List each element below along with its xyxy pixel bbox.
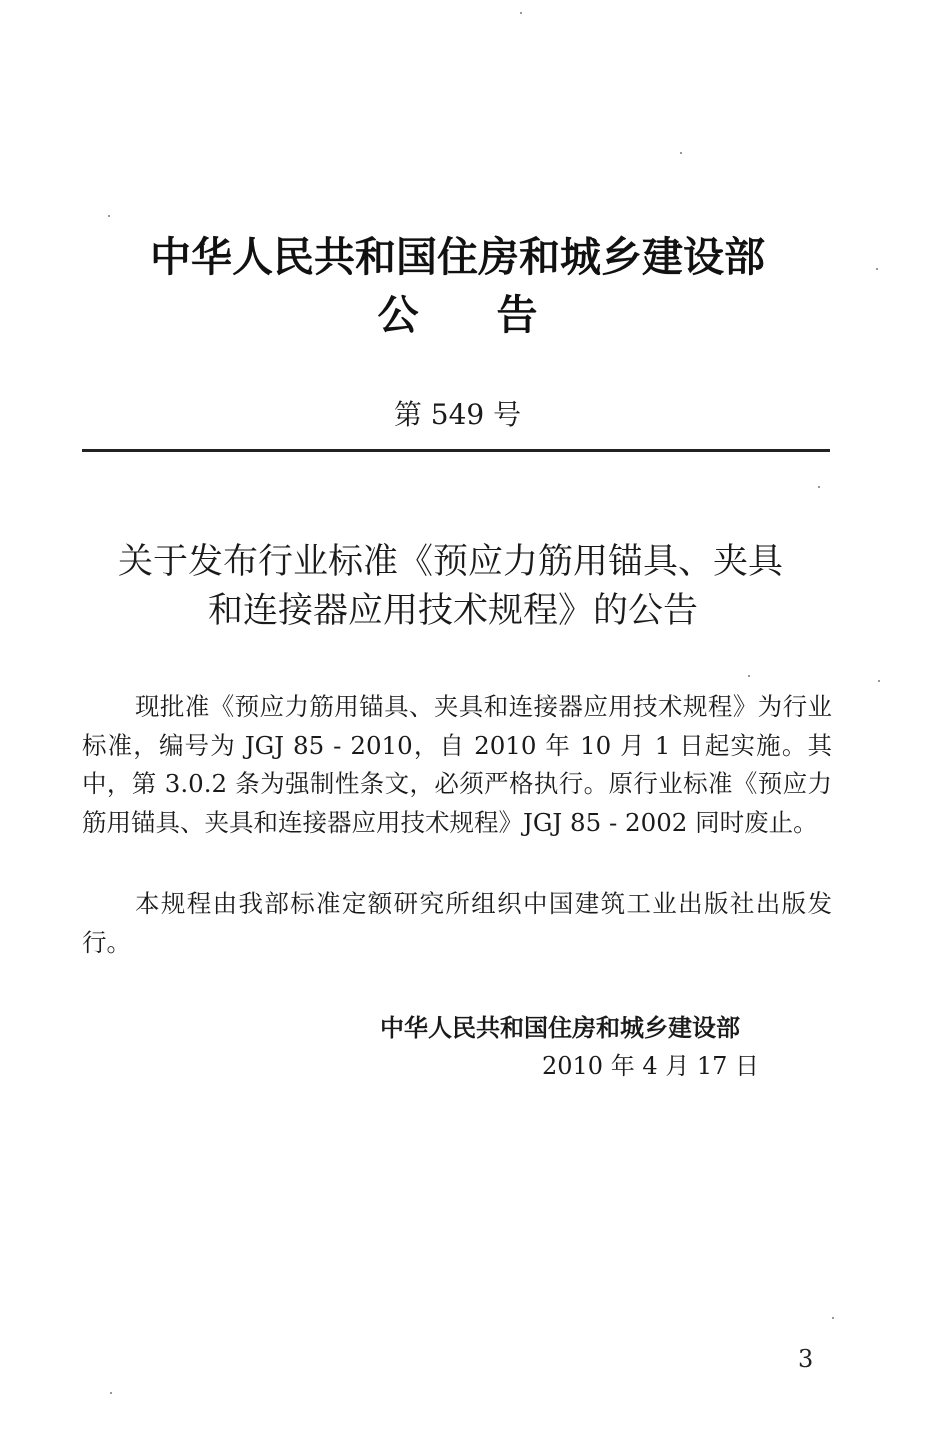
- body-paragraph-2: 本规程由我部标准定额研究所组织中国建筑工业出版社出版发行。: [82, 889, 832, 957]
- issuing-department-title: 中华人民共和国住房和城乡建设部: [150, 233, 765, 281]
- scan-speck: [878, 680, 880, 682]
- signature-department: 中华人民共和国住房和城乡建设部: [380, 1014, 740, 1042]
- body-paragraph-1: 现批准《预应力筋用锚具、夹具和连接器应用技术规程》为行业标准，编号为 JGJ 85 - 2010，自 2010 年 10 月 1 日起实施。其中，第 3.0.2 条为强制性条文，必须严格执行。原行业标准《预应力筋用锚具、夹具和连接器应用技术规程》JGJ 85 - 2002 同时废止。: [82, 692, 832, 837]
- notice-heading-char-2: 告: [496, 291, 538, 339]
- scan-speck: [818, 486, 820, 488]
- signature-date: 2010 年 4 月 17 日: [542, 1052, 760, 1080]
- scan-speck: [680, 152, 682, 154]
- scan-speck: [520, 12, 522, 14]
- notice-heading: [0, 282, 915, 341]
- page-number: 3: [798, 1345, 814, 1373]
- header-divider: [82, 449, 830, 452]
- scan-speck: [748, 675, 750, 677]
- notice-heading-char-1: 公: [377, 291, 419, 339]
- scan-speck: [108, 215, 110, 217]
- scan-speck: [110, 1392, 112, 1394]
- announcement-title-line-1: 关于发布行业标准《预应力筋用锚具、夹具: [118, 542, 784, 582]
- announcement-title-line-2: 和连接器应用技术规程》的公告: [208, 591, 699, 631]
- scan-speck: [876, 268, 878, 270]
- notice-number: 第 549 号: [393, 398, 522, 431]
- scan-speck: [832, 1317, 834, 1319]
